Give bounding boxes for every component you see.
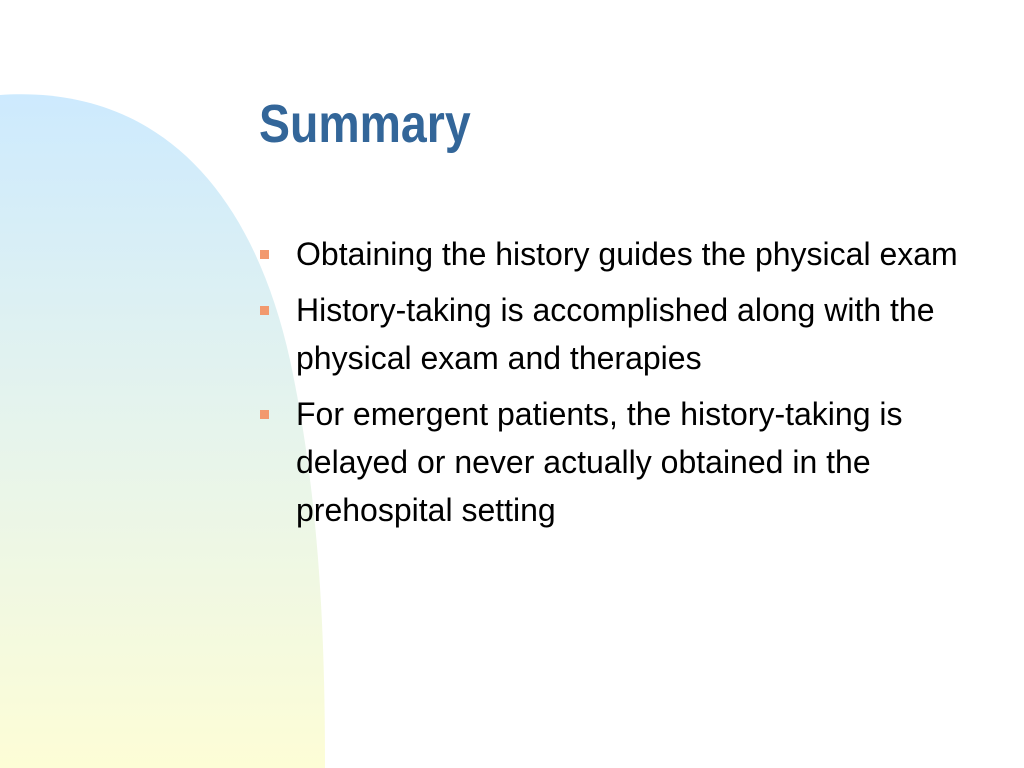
bullet-text: For emergent patients, the history-taking is delayed or never actually obtained in the prehospital setting — [296, 396, 903, 528]
bullet-text: Obtaining the history guides the physical exam — [296, 236, 958, 272]
square-bullet-icon — [260, 306, 269, 315]
bullet-text: History-taking is accomplished along with the physical exam and therapies — [296, 292, 935, 376]
bullet-item — [258, 286, 978, 382]
bullet-item — [258, 230, 978, 278]
slide-title: Summary — [259, 94, 471, 154]
bullet-list — [258, 230, 978, 542]
square-bullet-icon — [260, 250, 269, 259]
bullet-item — [258, 390, 978, 534]
square-bullet-icon — [260, 410, 269, 419]
